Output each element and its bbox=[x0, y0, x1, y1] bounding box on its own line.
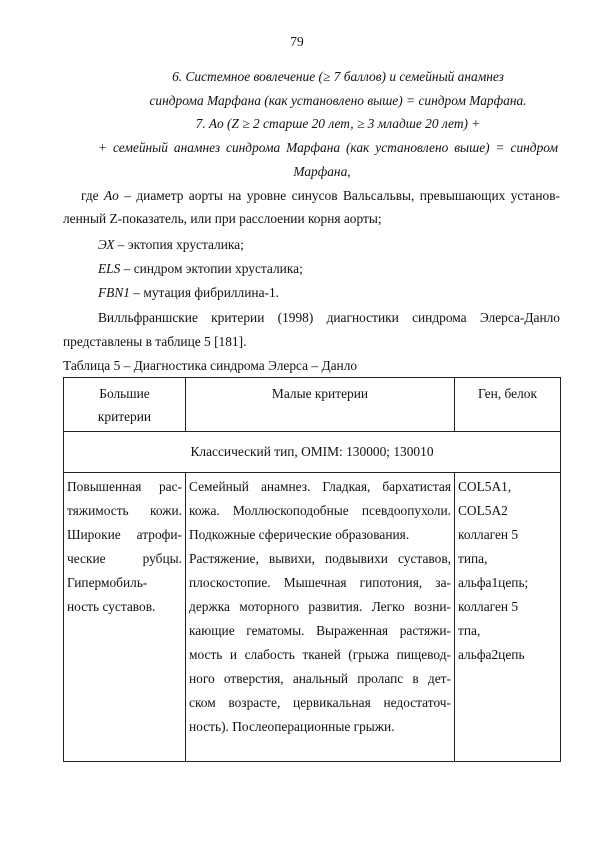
paragraph-line-2: представлены в таблице 5 [181]. bbox=[63, 334, 247, 349]
header-minor-criteria: Малые критерии bbox=[186, 378, 455, 432]
header-major-line-1: Большие bbox=[99, 386, 150, 401]
header-major-line-2: критерии bbox=[97, 409, 152, 424]
minor-line: держка моторного развития. Легко возни- bbox=[189, 599, 451, 614]
minor-line: кожа. Моллюскоподобные псевдоопухоли. bbox=[189, 503, 451, 518]
minor-line: мость и слабость тканей (грыжа пищевод- bbox=[189, 647, 451, 662]
gene-line: альфа1цепь; bbox=[458, 575, 529, 590]
major-line: ческие рубцы. bbox=[67, 551, 182, 566]
major-line: Повышенная рас- bbox=[67, 479, 182, 494]
gene-line: тпа, bbox=[458, 623, 481, 638]
cell-gene-protein bbox=[455, 473, 561, 762]
table-5 bbox=[63, 377, 561, 762]
table-caption: Таблица 5 – Диагностика синдрома Элерса – Данло bbox=[63, 358, 358, 373]
minor-line: кающие гематомы. Выраженная растяжи- bbox=[189, 623, 451, 638]
gene-line: типа, bbox=[458, 551, 488, 566]
minor-line: Семейный анамнез. Гладкая, бархатистая bbox=[189, 479, 451, 494]
gene-line: COL5A1, bbox=[458, 479, 512, 494]
page-number: 79 bbox=[290, 34, 304, 49]
els-definition: – синдром эктопии хрусталика; bbox=[120, 261, 303, 276]
major-line: тяжимость кожи. bbox=[67, 503, 182, 518]
header-gene-protein: Ген, белок bbox=[455, 378, 561, 432]
definition-fbn1 bbox=[98, 285, 279, 301]
minor-line: ность). Послеоперационные грыжи. bbox=[189, 719, 395, 734]
fbn1-definition: – мутация фибриллина-1. bbox=[130, 285, 280, 300]
major-line: Широкие атрофи- bbox=[67, 527, 182, 542]
definition-els bbox=[98, 261, 303, 277]
major-line: Гипермобиль- bbox=[67, 575, 148, 590]
cell-minor-criteria bbox=[186, 473, 455, 762]
definition-ex bbox=[98, 237, 244, 253]
definition-ao-line-1 bbox=[81, 188, 560, 204]
ex-term: ЭХ bbox=[98, 237, 115, 252]
where-word: где bbox=[81, 188, 104, 203]
cell-major-criteria bbox=[64, 473, 186, 762]
minor-line: Растяжение, вывихи, подвывихи суставов, bbox=[189, 551, 451, 566]
els-term: ELS bbox=[98, 261, 121, 276]
item-7-line-3: Марфана, bbox=[293, 164, 351, 179]
definition-ao-line-2: ленный Z-показатель, или при расслоении корня аорты; bbox=[63, 211, 382, 226]
subheader-classic-type: Классический тип, OMIM: 130000; 130010 bbox=[64, 432, 561, 473]
item-7-line-2: + семейный анамнез синдрома Марфана (как установлено выше) = синдром bbox=[98, 140, 558, 155]
header-major-criteria bbox=[64, 378, 186, 432]
major-line: ность суставов. bbox=[67, 599, 156, 614]
gene-line: коллаген 5 bbox=[458, 527, 519, 542]
ao-term: Ao bbox=[103, 188, 119, 203]
gene-line: коллаген 5 bbox=[458, 599, 519, 614]
paragraph-line-1: Вилльфраншские критерии (1998) диагностики синдрома Элерса-Данло bbox=[98, 310, 560, 325]
minor-line: ного отверстия, анальный пролапс в дет- bbox=[189, 671, 451, 686]
ex-definition: – эктопия хрусталика; bbox=[114, 237, 244, 252]
gene-line: альфа2цепь bbox=[458, 647, 525, 662]
minor-line: Подкожные сферические образования. bbox=[189, 527, 410, 542]
item-6-line-2: синдрома Марфана (как установлено выше) = синдром Марфана. bbox=[149, 93, 527, 108]
item-6-line-1: 6. Системное вовлечение (≥ 7 баллов) и семейный анамнез bbox=[172, 69, 504, 84]
fbn1-term: FBN1 bbox=[98, 285, 130, 300]
item-7-line-1: 7. Ao (Z ≥ 2 старше 20 лет, ≥ 3 младше 20 лет) + bbox=[195, 116, 481, 131]
ao-definition: – диаметр аорты на уровне синусов Вальсальвы, превышающих установ- bbox=[118, 188, 560, 203]
minor-line: плоскостопие. Мышечная гипотония, за- bbox=[189, 575, 451, 590]
minor-line: ском возрасте, цервикальная недостаточ- bbox=[189, 695, 451, 710]
gene-line: COL5A2 bbox=[458, 503, 508, 518]
